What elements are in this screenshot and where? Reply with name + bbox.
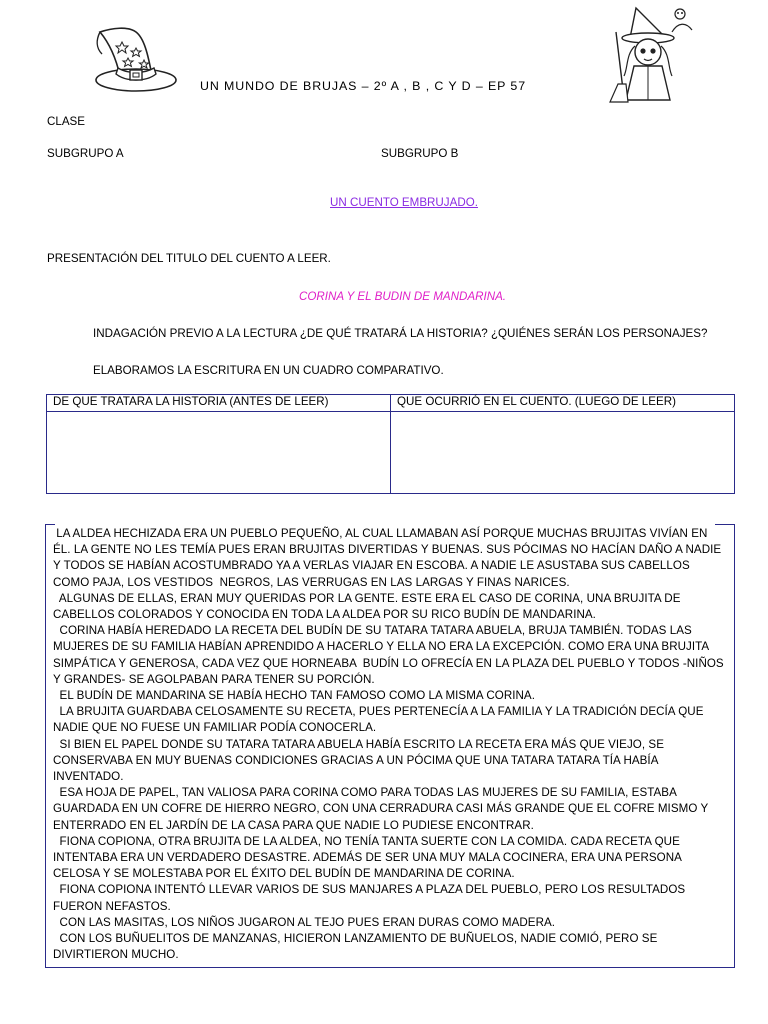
- story-line: CON LAS MASITAS, LOS NIÑOS JUGARON AL TEJO PUES ERAN DURAS COMO MADERA.: [53, 915, 556, 929]
- story-box: [45, 524, 735, 968]
- col-luego-header: QUE OCURRIÓ EN EL CUENTO. (LUEGO DE LEER): [391, 395, 735, 412]
- story-line: COMO PAJA, LOS VESTIDOS NEGROS, LAS VERRUGAS EN LAS LARGAS Y FINAS NARICES.: [53, 575, 570, 589]
- col-antes-answer[interactable]: [47, 412, 391, 494]
- story-line: LA ALDEA HECHIZADA ERA UN PUEBLO PEQUEÑO, AL CUAL LLAMABAN ASÍ PORQUE MUCHAS BRUJITAS VIVÍAN EN: [53, 527, 708, 540]
- col-luego-answer[interactable]: [391, 412, 735, 494]
- story-line: DIVIRTIERON MUCHO.: [53, 948, 179, 962]
- story-line: Y GRANDES- SE AGOLPABAN PARA TENER SU PORCIÓN.: [53, 672, 375, 686]
- story-line: INVENTADO.: [53, 770, 124, 784]
- story-text: [53, 526, 733, 963]
- elaboramos-text: ELABORAMOS LA ESCRITURA EN UN CUADRO COMPARATIVO.: [93, 364, 444, 377]
- story-line: SI BIEN EL PAPEL DONDE SU TATARA TATARA ABUELA HABÍA ESCRITO LA RECETA ERA MÁS QUE VIEJO, SE: [53, 737, 664, 751]
- story-line: LA BRUJITA GUARDABA CELOSAMENTE SU RECETA, PUES PERTENECÍA A LA FAMILIA Y LA TRADICIÓN DECÍA QUE: [53, 705, 704, 719]
- story-line: MUJERES DE SU FAMILIA HABÍAN APRENDIDO A HACERLO Y ELLA NO ERA LA EXCEPCIÓN. COMO ERA UNA BRUJITA: [53, 640, 710, 654]
- table-header-row: [47, 395, 735, 412]
- story-line: SIMPÁTICA Y GENEROSA, CADA VEZ QUE HORNEABA BUDÍN LO OFRECÍA EN LA PLAZA DEL PUEBLO Y TODOS -NIÑOS: [53, 656, 724, 670]
- story-line: NADIE QUE NO FUESE UN FAMILIAR PODÍA CONOCERLA.: [53, 721, 377, 735]
- story-line: ALGUNAS DE ELLAS, ERAN MUY QUERIDAS POR LA GENTE. ESTE ERA EL CASO DE CORINA, UNA BRUJITA DE: [53, 591, 681, 605]
- story-line: ESA HOJA DE PAPEL, TAN VALIOSA PARA CORINA COMO PARA TODAS LAS MUJERES DE SU FAMILIA, ESTABA: [53, 786, 677, 800]
- presentacion-text: PRESENTACIÓN DEL TITULO DEL CUENTO A LEER.: [47, 252, 331, 265]
- comparison-table: [46, 394, 735, 494]
- document-title: UN MUNDO DE BRUJAS – 2º A , B , C Y D – EP 57: [200, 79, 526, 93]
- indagacion-text: INDAGACIÓN PREVIO A LA LECTURA ¿DE QUÉ TRATARÁ LA HISTORIA? ¿QUIÉNES SERÁN LOS PERSONAJES?: [93, 327, 708, 340]
- story-line: FIONA COPIONA, OTRA BRUJITA DE LA ALDEA, NO TENÍA TANTA SUERTE CON LA COMIDA. CADA RECETA QUE: [53, 834, 680, 848]
- story-line: FUERON NEFASTOS.: [53, 899, 171, 913]
- story-line: GUARDADA EN UN COFRE DE HIERRO NEGRO, CON UNA CERRADURA CASI MÁS GRANDE QUE EL COFRE MISMO Y: [53, 802, 709, 816]
- clase-label: CLASE: [47, 115, 86, 128]
- story-line: CONSERVABA EN MUY BUENAS CONDICIONES GRACIAS A UN PÓCIMA QUE UNA TATARA TATARA TÍA HABÍA: [53, 753, 659, 767]
- story-line: INTENTABA ERA UN VERDADERO DESASTRE. ADEMÁS DE SER UNA MUY MALA COCINERA, ERA UNA PERSONA: [53, 851, 682, 865]
- story-line: ENTERRADO EN EL JARDÍN DE LA CASA PARA QUE NADIE LO PUDIESE ENCONTRAR.: [53, 818, 534, 832]
- story-line: EL BUDÍN DE MANDARINA SE HABÍA HECHO TAN FAMOSO COMO LA MISMA CORINA.: [53, 689, 535, 703]
- witch-girl-icon: [606, 2, 698, 106]
- story-line: FIONA COPIONA INTENTÓ LLEVAR VARIOS DE SUS MANJARES A PLAZA DEL PUEBLO, PERO LOS RESULTADOS: [53, 883, 686, 897]
- col-antes-header: DE QUE TRATARA LA HISTORIA (ANTES DE LEER): [47, 395, 391, 412]
- story-line: CORINA HABÍA HEREDADO LA RECETA DEL BUDÍN DE SU TATARA TATARA ABUELA, BRUJA TAMBIÉN. TODAS LAS: [53, 624, 692, 638]
- subgrupo-a-label: SUBGRUPO A: [47, 147, 124, 160]
- table-answer-row: [47, 412, 735, 494]
- story-line: CON LOS BUÑUELITOS DE MANZANAS, HICIERON LANZAMIENTO DE BUÑUELOS, NADIE COMIÓ, PERO SE: [53, 932, 658, 946]
- story-line: ÉL. LA GENTE NO LES TEMÍA PUES ERAN BRUJITAS DIVERTIDAS Y BUENAS. SUS PÓCIMAS NO HACÍAN DAÑO A NADIE: [53, 543, 722, 557]
- story-title: CORINA Y EL BUDIN DE MANDARINA.: [299, 290, 507, 303]
- cuento-heading: UN CUENTO EMBRUJADO.: [330, 196, 478, 209]
- story-line: CABELLOS COLORADOS Y CONOCIDA EN TODA LA ALDEA POR SU RICO BUDÍN DE MANDARINA.: [53, 608, 596, 622]
- story-line: CELOSA Y SE MOLESTABA POR EL ÉXITO DEL BUDÍN DE MANDARINA DE CORINA.: [53, 867, 515, 881]
- subgrupo-b-label: SUBGRUPO B: [381, 147, 459, 160]
- story-line: Y TODOS SE HABÍAN ACOSTUMBRADO YA A VERLAS VIAJAR EN ESCOBA. A NADIE LE ASUSTABA SUS CABELLOS: [53, 559, 690, 573]
- witch-hat-icon: [92, 18, 182, 96]
